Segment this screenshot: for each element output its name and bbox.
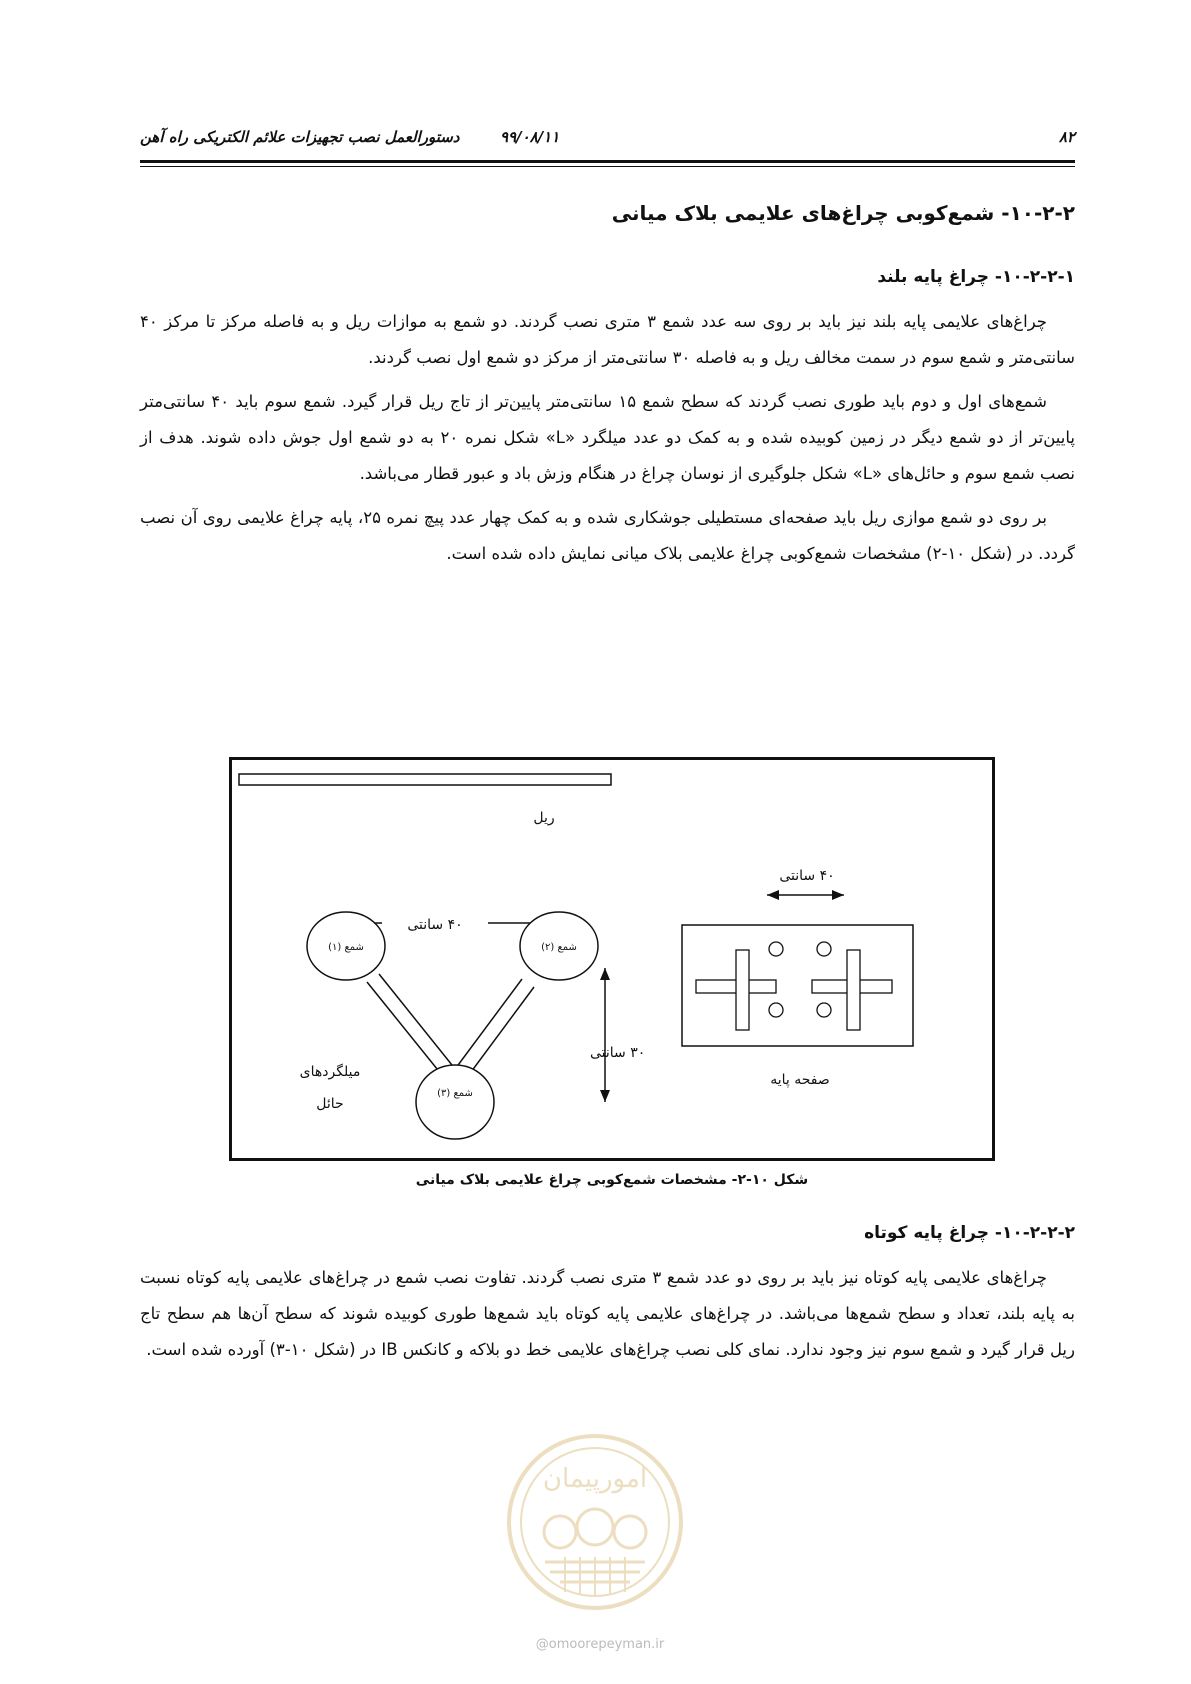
pile-3 (416, 1065, 494, 1139)
paragraph: چراغ‌های علایمی پایه کوتاه نیز باید بر روی دو عدد شمع ۳ متری نصب گردند. تفاوت نصب شمع در چراغ‌های علایمی پایه کوتاه نسبت به پایه بلند، تعداد و سطح شمع‌ها می‌باشد. در چراغ‌های علایمی پایه کوتاه باید شمع‌ها طوری کوبیده شوند که سطح آن‌ها هم سطح تاج ریل قرار گیرد و شمع سوم نیز وجود ندارد. نمای کلی نصب چراغ‌های علایمی خط دو بلاکه و کانکس IB در (شکل ۱۰-۳) آورده شده است. (140, 1268, 1075, 1359)
bolt-hole (817, 942, 831, 956)
subsection-heading-long-pole: ۱۰-۲-۲-۱- چراغ پایه بلند (877, 267, 1075, 287)
arrowhead-up (600, 968, 610, 980)
pile-2-label: شمع (۲) (541, 942, 577, 953)
header-date: ۹۹/۰۸/۱۱ (500, 128, 560, 146)
header-rule-thin (140, 166, 1075, 167)
cross-bar-vertical (736, 950, 749, 1030)
watermark-seal-icon (505, 1432, 685, 1612)
bolt-hole (769, 942, 783, 956)
arrowhead-right (832, 890, 844, 900)
main-content (140, 196, 1075, 580)
header-doc-title: دستورالعمل نصب تجهیزات علائم الکتریکی راه آهن (140, 128, 460, 146)
base-plate-label: صفحه پایه (770, 1072, 830, 1088)
bolt-hole (769, 1003, 783, 1017)
paragraph: بر روی دو شمع موازی ریل باید صفحه‌ای مستطیلی جوشکاری شده و به کمک چهار عدد پیچ نمره ۲۵، پایه چراغ علایمی روی آن نصب گردد. در (شکل ۱۰-۲) مشخصات شمع‌کوبی چراغ علایمی بلاک میانی نمایش داده شده است. (140, 508, 1075, 563)
watermark-logo (505, 1432, 685, 1612)
rebars-label-line1: میلگردهای (299, 1064, 361, 1080)
figure-caption: شکل ۱۰-۲- مشخصات شمع‌کوبی چراغ علایمی بلاک میانی (415, 1172, 809, 1188)
pile-1-label: شمع (۱) (328, 942, 364, 953)
distance-40-label: ۴۰ سانتی (407, 917, 463, 933)
watermark-logo-text: امورپیمان (542, 1464, 648, 1494)
rail-shape (239, 774, 611, 785)
section-heading: ۱۰-۲-۲- شمع‌کوبی چراغ‌های علایمی بلاک میانی (611, 201, 1075, 225)
figure-pile-layout (229, 757, 995, 1161)
subsection-heading-short-pole: ۱۰-۲-۲-۲- چراغ پایه کوتاه (864, 1223, 1075, 1243)
paragraph: شمع‌های اول و دوم باید طوری نصب گردند که سطح شمع ۱۵ سانتی‌متر پایین‌تر از تاج ریل قرار گیرد. شمع سوم باید ۴۰ سانتی‌متر پایین‌تر از دو شمع دیگر در زمین کوبیده شده و به کمک دو عدد میلگرد «L» شکل نمره ۲۰ به دو شمع اول جوش داده شوند. هدف از نصب شمع سوم و حائل‌های «L» شکل جلوگیری از نوسان چراغ در هنگام وزش باد و عبور قطار می‌باشد. (140, 392, 1075, 483)
figure-drawing (232, 760, 992, 1158)
paragraph: چراغ‌های علایمی پایه بلند نیز باید بر روی سه عدد شمع ۳ متری نصب گردند. دو شمع به موازات ریل و به فاصله مرکز تا مرکز ۴۰ سانتی‌متر و شمع سوم در سمت مخالف ریل و به فاصله ۳۰ سانتی‌متر از مرکز دو شمع اول نصب گردند. (140, 312, 1075, 367)
arrowhead-left (767, 890, 779, 900)
plate-distance-40-label: ۴۰ سانتی (779, 868, 835, 884)
watermark-url: @omoorepeyman.ir (535, 1637, 665, 1652)
rebar-left-inner (379, 974, 464, 1080)
pile-3-label: شمع (۳) (437, 1088, 473, 1099)
bolt-hole (817, 1003, 831, 1017)
main-content-continued (140, 1218, 1075, 1376)
header-rule-thick (140, 160, 1075, 163)
arrowhead-down (600, 1090, 610, 1102)
cross-bar-vertical (847, 950, 860, 1030)
rebars-label-line2: حائل (316, 1096, 344, 1112)
rail-label: ریل (533, 810, 555, 826)
page-number: ۸۲ (1058, 128, 1075, 146)
page-header (140, 128, 1075, 150)
distance-30-label: ۳۰ سانتی (590, 1045, 646, 1061)
